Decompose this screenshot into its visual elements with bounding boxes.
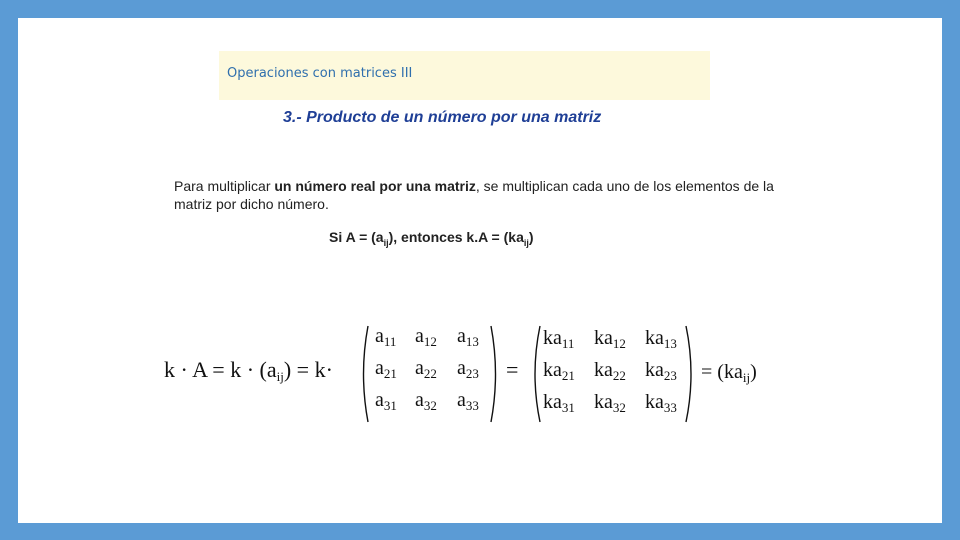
definition-text-1: Si A = (a <box>329 229 384 245</box>
matrix-a-cell-31: $a_{31}$ <box>375 389 397 413</box>
formula-lhs-text: k · A = k · (a <box>164 357 277 382</box>
definition-subscript-1: ij <box>383 237 389 248</box>
slide <box>18 18 942 523</box>
matrix-a-cell-32: $a_{32}$ <box>415 389 437 413</box>
matrix-a-cell-33: $a_{33}$ <box>457 389 479 413</box>
header-title: Operaciones con matrices III <box>227 66 413 81</box>
paragraph-text-start: Para multiplicar <box>174 178 275 194</box>
matrix-ka-cell-23: $ka_{23}$ <box>645 359 677 383</box>
matrix-a-cell-13: $a_{13}$ <box>457 325 479 349</box>
matrix-ka-right-paren <box>684 324 698 424</box>
paragraph-text-end: , se multiplican cada uno de los elementos de la matriz por dicho número. <box>174 178 774 212</box>
formula-rhs <box>701 361 757 386</box>
formula-lhs-text-2: ) = k· <box>283 357 333 382</box>
definition-subscript-2: ij <box>523 237 529 248</box>
matrix-ka-cell-13: $ka_{13}$ <box>645 327 677 351</box>
formula-lhs-subscript: ij <box>276 369 284 384</box>
formula-rhs-subscript: ij <box>742 370 751 385</box>
formula-rhs-text-2: ) <box>750 361 757 383</box>
equals-sign: = <box>506 357 519 382</box>
matrix-a-right-paren <box>489 324 501 424</box>
matrix-ka-cell-31: $ka_{31}$ <box>543 391 575 415</box>
matrix-a-left-paren <box>358 324 370 424</box>
formula <box>18 18 942 523</box>
matrix-ka-cell-12: $ka_{12}$ <box>594 327 626 351</box>
matrix-a-cell-21: $a_{21}$ <box>375 357 397 381</box>
definition-text-3: ) <box>528 229 534 245</box>
matrix-a-cell-12: $a_{12}$ <box>415 325 437 349</box>
matrix-ka-cell-32: $ka_{32}$ <box>594 391 626 415</box>
matrix-ka-cell-22: $ka_{22}$ <box>594 359 626 383</box>
paragraph-bold-text: un número real por una matriz <box>274 178 476 194</box>
matrix-a-cell-11: $a_{11}$ <box>375 325 397 349</box>
matrix-ka-cell-33: $ka_{33}$ <box>645 391 677 415</box>
matrix-ka-cell-21: $ka_{21}$ <box>543 359 575 383</box>
formula-lhs <box>164 357 333 385</box>
definition-text-2: ), entonces k.A = (ka <box>388 229 524 245</box>
matrix-ka-cell-11: $ka_{11}$ <box>543 327 575 351</box>
section-subtitle: 3.- Producto de un número por una matriz <box>283 109 602 126</box>
matrix-a-cell-22: $a_{22}$ <box>415 357 437 381</box>
formula-rhs-text: = (ka <box>701 361 743 383</box>
matrix-a-cell-23: $a_{23}$ <box>457 357 479 381</box>
matrix-ka-left-paren <box>528 324 542 424</box>
